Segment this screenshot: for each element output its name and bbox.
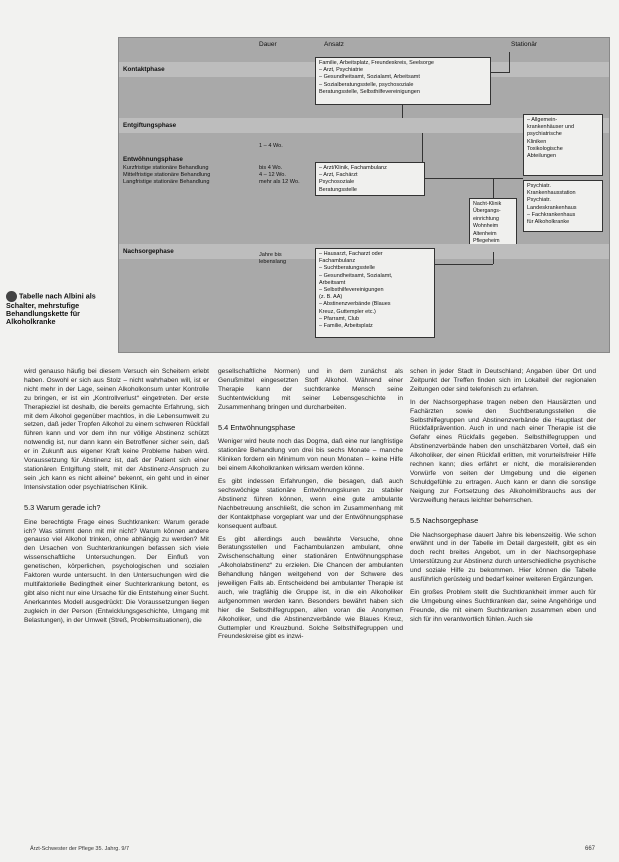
kontakt-box <box>315 57 491 105</box>
connector <box>493 178 494 198</box>
connector <box>493 252 494 264</box>
uebergang-item: Wohnheim <box>473 223 499 230</box>
header-ansatz: Ansatz <box>324 41 344 48</box>
entwoehnung-item: – Arzt/Klinik, Fachambulanz <box>319 165 387 171</box>
treatment-chain-figure <box>118 37 610 353</box>
entgiftung-item: – Allgemein- <box>527 117 558 123</box>
nachsorge-item: – Pfarramt, Club <box>319 315 360 322</box>
header-dauer: Dauer <box>259 41 277 48</box>
nachsorge-item: – Gesundheitsamt, Sozialamt, <box>319 272 393 279</box>
nachsorge-item: – Abstinenzverbände (Blaues <box>319 301 391 308</box>
connector <box>509 52 510 72</box>
entwoehnung-duration-top: 1 – 4 Wo. <box>259 143 283 149</box>
uebergang-item: Übergangs- <box>473 208 501 215</box>
figure-caption <box>6 291 114 326</box>
entwoehnungsphase-title: Entwöhnungsphase <box>123 156 183 163</box>
kontaktphase-title: Kontaktphase <box>123 66 165 73</box>
entgiftungsphase-title: Entgiftungsphase <box>123 122 177 129</box>
footer-source: Ärzt-Schwester der Pflege 35. Jahrg. 9/7 <box>30 846 130 852</box>
paragraph: schen in jeder Stadt in Deutschland; Angaben über Ort und Zeitpunkt der Treffen finden sich im Lokalteil der regionalen Zeitungen oder sind telefonisch zu erfahren. <box>410 368 596 393</box>
nachsorgephase-title: Nachsorgephase <box>123 248 174 255</box>
entwoehnung-item: – Arzt, Fachärzt <box>319 172 358 179</box>
entwoehnung-center-box <box>315 162 425 196</box>
kontakt-item: Beratungsstelle, Selbsthilfevereinigungen <box>319 88 420 95</box>
connector <box>435 264 493 265</box>
entgiftung-item: psychiatrische <box>527 131 562 138</box>
paragraph: wird genauso häufig bei diesem Versuch ein Scheitern erlebt haben. Oswohl er sich aus Stolz – nicht wahrhaben will, ist er nicht mehr in der Lage, seinen Alkoholkonsum unter Kontrolle zu bringen, er ist ein „Kontrollverlust“ eingetreten. Der erste Therapieziel ist deshalb, die bereits gemachte Erfahrung, sich mit dem Alkohol gegenüber machtlos, in die Lebensumwelt zu setzen, daß jeder Tropfen Alkohol zu einem schweren Rückfall führen kann und vor dem ihn nur völlige Abstinenz schützt notwendig ist, nur dann kann ein Betroffener sicher sein, daß er in Zukunft aus eigener Kraft keine Probleme haben wird. Voraussetzung für Abstinenz ist, daß der Patient sich einer stationären Entgiftung stellt, mit der Abstinenz-Anspruch zu sein „ich kann es nicht alleine“ bekennt, ein geht und in einer Intensivstation oder psychiatrischen Klinik. <box>24 368 209 491</box>
text-column-1 <box>24 368 209 629</box>
entwoehnung-duration: 4 – 12 Wo. <box>259 172 286 178</box>
page-number: 667 <box>585 846 596 852</box>
kontakt-item: – Gesundheitsamt, Sozialamt, Arbeitsamt <box>319 74 420 81</box>
nachsorge-item: (z. B. AA) <box>319 294 343 301</box>
paragraph: Es gibt allerdings auch bewährte Versuche, ohne Beratungsstellen und Fachambulanzen ambulant, ohne Zwischenschaltung einer stationären Entwöhnungsphase „Alkoholabstinenz“ zu erzielen. Die Chancen der ambulanten Behandlung hängen weitgehend von der Schwere des jeweiligen Falls ab. Entscheidend bei ambulanter Therapie ist auch, wie tragfähig die Gruppe ist, in die ein Alkoholiker aufgenommen werden kann. Besonders bewährt haben sich hier die Selbsthilfegruppen, allen voran die Anonymen Alkoholiker, und die Abstinenzverbände wie Blaues Kreuz, Guttempler und Kreuzbund. Solche Selbsthilfegruppen und Freundeskreise gibt es inzwi- <box>218 535 403 641</box>
entwoehnung-right-item: Psychiatr. <box>527 183 551 189</box>
section-heading-5-5: 5.5 Nachsorgephase <box>410 515 479 525</box>
entwoehnung-right-item: Psychiatr. <box>527 197 551 204</box>
nachsorge-item: Arbeitsamt <box>319 279 346 286</box>
text-column-2 <box>218 368 403 646</box>
section-heading-5-4: 5.4 Entwöhnungsphase <box>218 422 296 432</box>
entgiftung-item: Abteilungen <box>527 153 557 160</box>
paragraph: Eine berechtigte Frage eines Suchtkranken: Warum gerade ich? Was stimmt denn mit mir nicht? Warum können andere genauso viel Alkohol trinken, ohne abhängig zu werden? Mit den Ursachen von Suchterkrankungen befassen sich viele wissenschaftliche Untersuchungen. Der Einfluß von genetischen, körperlichen, psychologischen und sozialen Faktoren wurde untersucht. In den Untersuchungen wird die multifaktorielle Bedingtheit einer Suchterkrankung betont, es gibt also nicht nur eine Ursache für die Entstehung einer Sucht. Anerkanntes Modell ausgedrückt: Die Voraussetzungen liegen zugleich in der Person (Entwicklungsgeschichte, Umgang mit Belastungen), in der Umwelt (Streß, Problemsituationen), die <box>24 518 209 624</box>
nachsorge-item: Kreuz, Guttempler etc.) <box>319 308 376 315</box>
paragraph: In der Nachsorgephase tragen neben den Hausärzten und Fachärzten sowie den Suchtberatungsstellen die Selbsthilfegruppen und Abstinenzverbände die Hauptlast der Rückfallprävention. Auch in und nach einer Therapie ist die Gefahr eines Rückfalls gegeben. Selbsthilfegruppen und Abstinenzverbände haben den unschätzbaren Vorteil, daß ein Alkoholiker, der einen Rückfall erlitten, mit vorurteilsfreier Hilfe rechnen kann; dies erfährt er nicht, die moralisierenden Vorwürfe von seiten der Umgebung und die eigenen Schuldgefühle zu ertragen. Auch kann er dann die sonstige Neigung zur Fortsetzung des Alkoholmißbrauchs aus der Verzweiflung heraus leichter beherrschen. <box>410 398 596 504</box>
entgiftung-item: Kliniken <box>527 138 547 145</box>
kontakt-item: Familie, Arbeitsplatz, Freundeskreis, Seelsorge <box>319 60 434 66</box>
paragraph: Ein großes Problem stellt die Suchtkrankheit immer auch für die Umgebung eines Suchtkranken dar, seine Angehörige und Freunde, die mit einem Suchtkranken zusammen eben und sich für ihn verantwortlich fühlen. Auch sie <box>410 588 596 623</box>
entwoehnung-item: Beratungsstelle <box>319 186 357 193</box>
section-heading-5-3: 5.3 Warum gerade ich? <box>24 502 101 512</box>
kontakt-item: – Arzt, Psychiatrie <box>319 67 364 74</box>
entwoehnung-right-box <box>523 180 603 232</box>
nachsorge-box <box>315 248 435 338</box>
connector <box>490 72 510 73</box>
entwoehnung-row: Mittelfristige stationäre Behandlung <box>123 172 211 178</box>
kontakt-item: – Sozialberatungsstelle, psychosoziale <box>319 81 414 88</box>
entwoehnung-row: Kurzfristige stationäre Behandlung <box>123 165 209 171</box>
nachsorge-item: – Selbsthilfevereinigungen <box>319 287 384 294</box>
paragraph: Die Nachsorgephase dauert Jahre bis lebenszeitig. Wie schon erwähnt und in der Tabelle im Detail dargestellt, gibt es ein doch recht breites Angebot, um in der Nachsorgephase Unterstützung zur Abstinenz durch unterschiedliche psychische und soziale Hilfe zu bekommen. Hier können die Tabelle ausführlich gerüsteig und bedarf keiner weiteren Ergänzungen. <box>410 531 596 584</box>
nachsorge-duration: Jahre bis <box>259 252 282 258</box>
entwoehnung-right-item: – Fachkrankenhaus <box>527 211 576 218</box>
nachsorge-duration: lebenslang <box>259 259 287 265</box>
header-stationaer: Stationär <box>511 41 538 48</box>
entwoehnung-duration: bis 4 Wo. <box>259 165 283 171</box>
uebergang-item: Altenheim <box>473 230 497 237</box>
paragraph: gesellschaftliche Normen) und in dem zunächst als Genußmittel eingesetzten Stoff Alkohol. Während einer Therapie kann der suchtkranke Mensch seine Suchtentwicklung mit seiner Lebensgeschichte in Zusammenhang bringen und durcharbeiten. <box>218 368 403 411</box>
entwoehnung-right-item: Landeskrankenhaus <box>527 204 577 211</box>
entwoehnung-row: Langfristige stationäre Behandlung <box>123 179 210 185</box>
entwoehnung-right-item: für Alkoholkranke <box>527 219 570 226</box>
entwoehnung-item: Psychosoziale <box>319 179 355 186</box>
entgiftung-item: krankenhäuser und <box>527 124 575 131</box>
nachsorge-item: – Suchtberatungsstelle <box>319 265 375 272</box>
nachsorge-item: – Hausarzt, Facharzt oder <box>319 251 383 257</box>
text-column-3 <box>410 368 596 629</box>
caption-text: Tabelle nach Albini als Schalter, mehrstufige Behandlungskette für Alkoholkranke <box>6 291 96 326</box>
nachsorge-item: – Familie, Arbeitsplatz <box>319 323 373 330</box>
uebergang-item: Nacht-Klinik <box>473 201 502 207</box>
entgiftung-item: Toxikologische <box>527 145 563 152</box>
entgiftung-kliniken-box <box>523 114 603 176</box>
uebergang-item: Pflegeheim <box>473 238 500 245</box>
uebergang-item: einrichtung <box>473 215 499 222</box>
paragraph: Weniger wird heute noch das Dogma, daß eine nur langfristige stationäre Behandlung von drei bis sechs Monate – manche Kliniken fordern ein Minimum von neun Monaten – keine Hilfe bei einem Alkoholkranken wirksam werden könne. <box>218 438 403 473</box>
entwoehnung-right-item: Krankenhausstation <box>527 190 576 197</box>
paragraph: Es gibt indessen Erfahrungen, die besagen, daß auch sechswöchige stationäre Entwöhnungskuren zu stabiler Abstinenz führen können, wenn eine gute ambulante Nachbetreuung anschließt, die schon im Zusammenhang mit der Kontaktphase vorgeplant war und der Entwöhnungsphase konsequent aufbaut. <box>218 478 403 530</box>
connector <box>425 178 523 179</box>
entwoehnung-duration: mehr als 12 Wo. <box>259 179 300 185</box>
nachsorge-item: Fachambulanz <box>319 258 356 265</box>
